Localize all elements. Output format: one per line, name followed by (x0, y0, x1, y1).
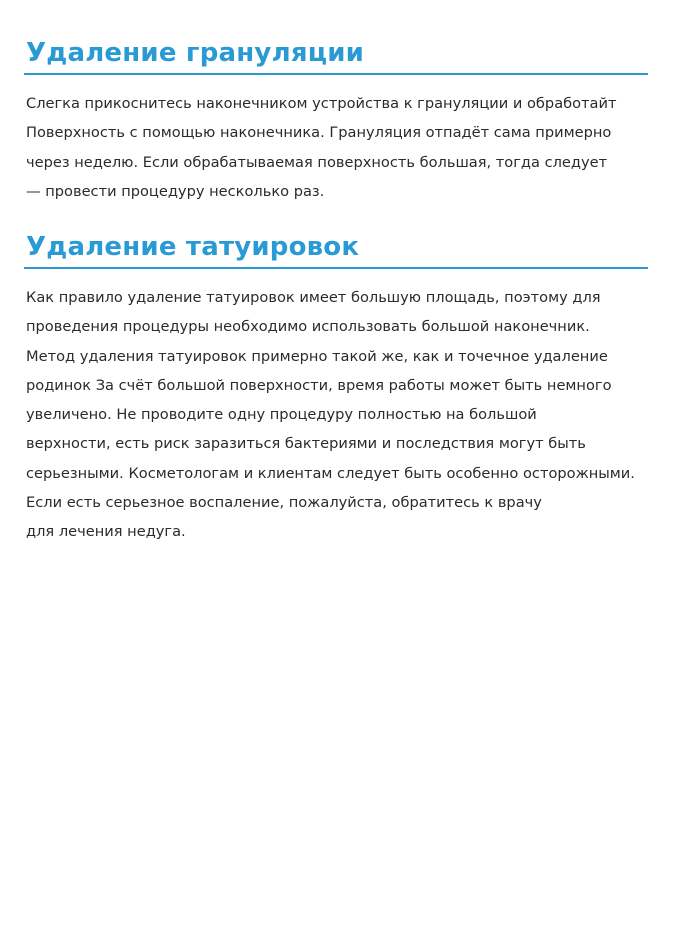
section-heading: Удаление татуировок (26, 232, 360, 262)
body-line: Поверхность с помощью наконечника. Грануляция отпадёт сама примерно (26, 124, 612, 142)
body-line: через неделю. Если обрабатываемая поверхность большая, тогда следует (26, 153, 608, 171)
section-body (26, 89, 648, 206)
section-tattoo-removal (26, 230, 648, 547)
body-line: проведения процедуры необходимо использовать большой наконечник. (26, 318, 590, 336)
body-line: Если есть серьезное воспаление, пожалуйста, обратитесь к врачу (26, 494, 542, 512)
section-body (26, 283, 648, 547)
body-line: серьезными. Косметологам и клиентам следует быть особенно осторожными. (26, 464, 635, 482)
body-line: — провести процедуру несколько раз. (26, 182, 325, 200)
body-line: верхности, есть риск заразиться бактериями и последствия могут быть (26, 435, 586, 453)
body-line: Слегка прикоснитесь наконечником устройства к грануляции и обработайт (26, 95, 617, 112)
heading-divider (24, 267, 648, 269)
section-granulation-removal (26, 36, 648, 206)
body-line: Как правило удаление татуировок имеет большую площадь, поэтому для (26, 289, 601, 306)
heading-divider (24, 73, 648, 75)
body-line: увеличено. Не проводите одну процедуру полностью на большой (26, 406, 537, 424)
body-line: Метод удаления татуировок примерно такой же, как и точечное удаление (26, 347, 608, 365)
body-line: для лечения недуга. (26, 523, 186, 541)
body-line: родинок За счёт большой поверхности, время работы может быть немного (26, 376, 612, 394)
section-heading: Удаление грануляции (26, 38, 365, 68)
